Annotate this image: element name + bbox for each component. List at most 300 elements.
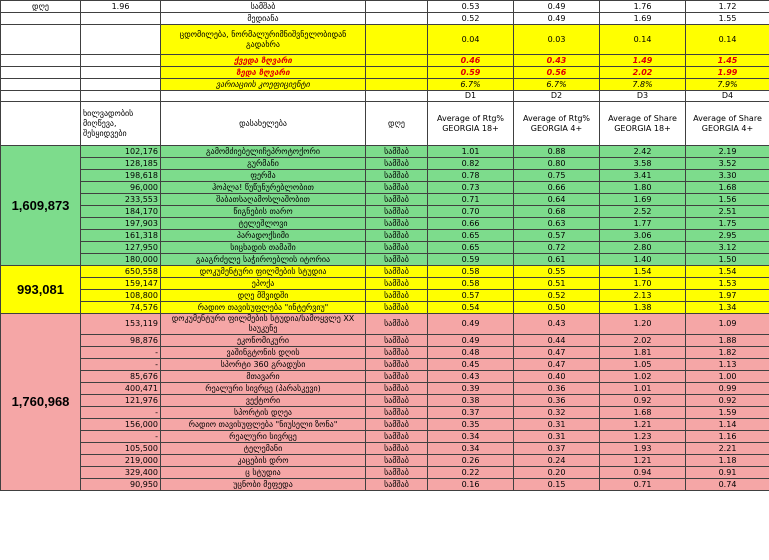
value-d2[interactable]: 0.47: [514, 359, 600, 371]
program-row: [1, 383, 769, 395]
value-d4[interactable]: 1.54: [686, 266, 769, 278]
value-d1[interactable]: 0.49: [428, 335, 514, 347]
value-d1[interactable]: 0.70: [428, 206, 514, 218]
value-d1[interactable]: 0.66: [428, 218, 514, 230]
value-d2[interactable]: 0.15: [514, 479, 600, 491]
program-name[interactable]: დღე მშვიდში: [161, 290, 366, 302]
day-cell[interactable]: სამშაბ: [366, 431, 428, 443]
value-d3[interactable]: 1.05: [600, 359, 686, 371]
value-d3[interactable]: 2.52: [600, 206, 686, 218]
value-d4[interactable]: 1.16: [686, 431, 769, 443]
value-d2[interactable]: 0.63: [514, 218, 600, 230]
value-d2[interactable]: 0.36: [514, 383, 600, 395]
reach-cell[interactable]: 85,676: [81, 371, 161, 383]
cell-d[interactable]: [366, 55, 428, 67]
stats-row: [1, 79, 769, 91]
cell-a[interactable]: [1, 13, 81, 25]
reach-cell[interactable]: 128,185: [81, 158, 161, 170]
value-d1[interactable]: 0.49: [428, 314, 514, 335]
value-d3[interactable]: 3.58: [600, 158, 686, 170]
value-d4[interactable]: 1.88: [686, 335, 769, 347]
day-cell[interactable]: სამშაბ: [366, 395, 428, 407]
value-d4[interactable]: 0.92: [686, 395, 769, 407]
value-d3[interactable]: 1.81: [600, 347, 686, 359]
value-d2[interactable]: 0.80: [514, 158, 600, 170]
reach-cell[interactable]: -: [81, 347, 161, 359]
program-row: [1, 194, 769, 206]
value-d3[interactable]: 0.71: [600, 479, 686, 491]
program-name[interactable]: ეკონომიკური: [161, 335, 366, 347]
reach-cell[interactable]: 161,318: [81, 230, 161, 242]
stat-value-d3[interactable]: 1.69: [600, 13, 686, 25]
stats-row: [1, 1, 769, 13]
day-cell[interactable]: სამშაბ: [366, 335, 428, 347]
value-d1[interactable]: 0.58: [428, 266, 514, 278]
program-name[interactable]: დოკუმენტური ფილმების სტუდია: [161, 266, 366, 278]
value-d2[interactable]: 0.31: [514, 419, 600, 431]
program-name[interactable]: სპორტის დღეა: [161, 407, 366, 419]
stat-value-d2[interactable]: 0.03: [514, 25, 600, 55]
program-row: [1, 407, 769, 419]
reach-cell[interactable]: 233,553: [81, 194, 161, 206]
program-row: [1, 455, 769, 467]
header-d3[interactable]: Average of Share GEORGIA 18+: [600, 102, 686, 146]
cell-a[interactable]: [1, 91, 81, 102]
stat-value-d4[interactable]: 1.55: [686, 13, 769, 25]
program-row: [1, 230, 769, 242]
value-d1[interactable]: 0.34: [428, 443, 514, 455]
value-d1[interactable]: 0.45: [428, 359, 514, 371]
value-d4[interactable]: 2.95: [686, 230, 769, 242]
value-d2[interactable]: 0.72: [514, 242, 600, 254]
value-d1[interactable]: 0.65: [428, 242, 514, 254]
program-name[interactable]: ჰოპლა! წუწუნურებლობით: [161, 182, 366, 194]
program-row: [1, 371, 769, 383]
table-body: [1, 1, 769, 491]
value-d2[interactable]: 0.61: [514, 254, 600, 266]
header-reach[interactable]: ხილვადობის მიღწევა, შესყიდვები: [81, 102, 161, 146]
cell-b[interactable]: [81, 25, 161, 55]
program-name[interactable]: ტელეშლოვი: [161, 218, 366, 230]
stat-value-d1[interactable]: 0.04: [428, 25, 514, 55]
value-d3[interactable]: 1.02: [600, 371, 686, 383]
reach-cell[interactable]: 96,000: [81, 182, 161, 194]
program-row: [1, 395, 769, 407]
day-cell[interactable]: სამშაბ: [366, 347, 428, 359]
value-d1[interactable]: 1.01: [428, 146, 514, 158]
day-cell[interactable]: სამშაბ: [366, 419, 428, 431]
cell-b[interactable]: [81, 67, 161, 79]
header-title[interactable]: დასახელება: [161, 102, 366, 146]
program-name[interactable]: ფერმა: [161, 170, 366, 182]
program-row: [1, 278, 769, 290]
program-name[interactable]: რადიო თავისუფლება "ნიუსელი ზონა": [161, 419, 366, 431]
value-d4[interactable]: 1.50: [686, 254, 769, 266]
stat-label[interactable]: ზედა ზღვარი: [161, 67, 366, 79]
value-d4[interactable]: 2.19: [686, 146, 769, 158]
program-name[interactable]: რადიო თავისუფლება "ინტერვიუ": [161, 302, 366, 314]
program-name[interactable]: წიგნების თარო: [161, 206, 366, 218]
program-row: [1, 302, 769, 314]
reach-cell[interactable]: 650,558: [81, 266, 161, 278]
program-name[interactable]: გურმანი: [161, 158, 366, 170]
program-name[interactable]: პარადოქსიმი: [161, 230, 366, 242]
value-d4[interactable]: 3.52: [686, 158, 769, 170]
value-d2[interactable]: 0.44: [514, 335, 600, 347]
stat-value-d1[interactable]: 0.53: [428, 1, 514, 13]
group-total[interactable]: 1,760,968: [1, 314, 81, 491]
day-cell[interactable]: სამშაბ: [366, 290, 428, 302]
program-row: [1, 431, 769, 443]
day-cell[interactable]: სამშაბ: [366, 467, 428, 479]
value-d3[interactable]: 2.42: [600, 146, 686, 158]
value-d1[interactable]: 0.39: [428, 383, 514, 395]
header-d2[interactable]: Average of Rtg% GEORGIA 4+: [514, 102, 600, 146]
value-d3[interactable]: 1.77: [600, 218, 686, 230]
stat-value-d2[interactable]: 6.7%: [514, 79, 600, 91]
value-d1[interactable]: 0.35: [428, 419, 514, 431]
program-name[interactable]: ვექტორი: [161, 395, 366, 407]
value-d1[interactable]: 0.54: [428, 302, 514, 314]
program-name[interactable]: სპორტი 360 გრადუსი: [161, 359, 366, 371]
stats-row: [1, 67, 769, 79]
value-d2[interactable]: 0.66: [514, 182, 600, 194]
day-cell[interactable]: სამშაბ: [366, 146, 428, 158]
day-cell[interactable]: სამშაბ: [366, 206, 428, 218]
reach-cell[interactable]: 219,000: [81, 455, 161, 467]
reach-cell[interactable]: 180,000: [81, 254, 161, 266]
cell-b[interactable]: [81, 55, 161, 67]
program-name[interactable]: რეალური სივრცე (პარასკევი): [161, 383, 366, 395]
header-a[interactable]: [1, 102, 81, 146]
reach-cell[interactable]: 121,976: [81, 395, 161, 407]
reach-cell[interactable]: 156,000: [81, 419, 161, 431]
value-d2[interactable]: 0.37: [514, 443, 600, 455]
day-cell[interactable]: სამშაბ: [366, 443, 428, 455]
reach-cell[interactable]: 198,618: [81, 170, 161, 182]
value-d4[interactable]: 1.09: [686, 314, 769, 335]
day-cell[interactable]: სამშაბ: [366, 170, 428, 182]
cell-d[interactable]: [366, 1, 428, 13]
column-code[interactable]: D2: [514, 91, 600, 102]
value-d1[interactable]: 0.58: [428, 278, 514, 290]
program-name[interactable]: შაბათსაღამოსლაშობით: [161, 194, 366, 206]
value-d2[interactable]: 0.40: [514, 371, 600, 383]
day-cell[interactable]: სამშაბ: [366, 158, 428, 170]
value-d1[interactable]: 0.82: [428, 158, 514, 170]
value-d3[interactable]: 3.06: [600, 230, 686, 242]
value-d3[interactable]: 1.21: [600, 455, 686, 467]
cell-c[interactable]: [161, 91, 366, 102]
program-row: [1, 443, 769, 455]
stat-value-d2[interactable]: 0.49: [514, 1, 600, 13]
reach-cell[interactable]: 90,950: [81, 479, 161, 491]
value-d2[interactable]: 0.43: [514, 314, 600, 335]
program-name[interactable]: გამომძიებელიჩეპროტოქორი: [161, 146, 366, 158]
value-d4[interactable]: 1.59: [686, 407, 769, 419]
program-row: [1, 347, 769, 359]
program-row: [1, 467, 769, 479]
day-cell[interactable]: სამშაბ: [366, 359, 428, 371]
value-d2[interactable]: 0.75: [514, 170, 600, 182]
value-d4[interactable]: 1.97: [686, 290, 769, 302]
value-d4[interactable]: 1.53: [686, 278, 769, 290]
cell-a[interactable]: [1, 79, 81, 91]
stat-value-d4[interactable]: 7.9%: [686, 79, 769, 91]
value-d3[interactable]: 1.93: [600, 443, 686, 455]
value-d3[interactable]: 1.70: [600, 278, 686, 290]
program-row: [1, 242, 769, 254]
value-d1[interactable]: 0.71: [428, 194, 514, 206]
stat-value-d2[interactable]: 0.56: [514, 67, 600, 79]
cell-b[interactable]: [81, 79, 161, 91]
header-d4[interactable]: Average of Share GEORGIA 4+: [686, 102, 769, 146]
value-d2[interactable]: 0.36: [514, 395, 600, 407]
value-d4[interactable]: 1.13: [686, 359, 769, 371]
day-cell[interactable]: სამშაბ: [366, 479, 428, 491]
value-d1[interactable]: 0.16: [428, 479, 514, 491]
column-code[interactable]: D1: [428, 91, 514, 102]
program-name[interactable]: ტელემანი: [161, 443, 366, 455]
value-d3[interactable]: 1.21: [600, 419, 686, 431]
value-d4[interactable]: 3.30: [686, 170, 769, 182]
cell-d[interactable]: [366, 25, 428, 55]
value-d3[interactable]: 1.80: [600, 182, 686, 194]
group-total[interactable]: 1,609,873: [1, 146, 81, 266]
day-cell[interactable]: სამშაბ: [366, 302, 428, 314]
value-d1[interactable]: 0.34: [428, 431, 514, 443]
value-d2[interactable]: 0.64: [514, 194, 600, 206]
value-d1[interactable]: 0.37: [428, 407, 514, 419]
cell-b[interactable]: [81, 91, 161, 102]
value-d3[interactable]: 0.92: [600, 395, 686, 407]
value-d4[interactable]: 1.14: [686, 419, 769, 431]
stat-value-d3[interactable]: 2.02: [600, 67, 686, 79]
value-d4[interactable]: 1.56: [686, 194, 769, 206]
day-cell[interactable]: სამშაბ: [366, 218, 428, 230]
day-cell[interactable]: სამშაბ: [366, 242, 428, 254]
stat-value-d4[interactable]: 1.99: [686, 67, 769, 79]
reach-cell[interactable]: 98,876: [81, 335, 161, 347]
day-cell[interactable]: სამშაბ: [366, 407, 428, 419]
header-row: [1, 102, 769, 146]
cell-b[interactable]: [81, 13, 161, 25]
value-d2[interactable]: 0.51: [514, 278, 600, 290]
program-name[interactable]: ც სტუდია: [161, 467, 366, 479]
value-d4[interactable]: 1.34: [686, 302, 769, 314]
program-row: [1, 254, 769, 266]
day-cell[interactable]: სამშაბ: [366, 254, 428, 266]
program-name[interactable]: ეპოქა: [161, 278, 366, 290]
codes-row: [1, 91, 769, 102]
day-cell[interactable]: სამშაბ: [366, 383, 428, 395]
program-row: [1, 182, 769, 194]
program-row: [1, 158, 769, 170]
cell-a[interactable]: [1, 25, 81, 55]
program-name[interactable]: დოკუმენტური ფილმების სტუდია/სამოყვლე XX საუკუნე: [161, 314, 366, 335]
value-d3[interactable]: 2.02: [600, 335, 686, 347]
stat-value-d4[interactable]: 1.45: [686, 55, 769, 67]
program-name[interactable]: კაცების დრო: [161, 455, 366, 467]
value-d3[interactable]: 1.23: [600, 431, 686, 443]
cell-a[interactable]: დღე: [1, 1, 81, 13]
program-row: [1, 479, 769, 491]
program-row: [1, 359, 769, 371]
value-d1[interactable]: 0.57: [428, 290, 514, 302]
value-d4[interactable]: 2.21: [686, 443, 769, 455]
value-d3[interactable]: 1.68: [600, 407, 686, 419]
stat-value-d1[interactable]: 0.59: [428, 67, 514, 79]
value-d4[interactable]: 0.91: [686, 467, 769, 479]
value-d3[interactable]: 1.54: [600, 266, 686, 278]
reach-cell[interactable]: 102,176: [81, 146, 161, 158]
value-d4[interactable]: 0.74: [686, 479, 769, 491]
reach-cell[interactable]: -: [81, 407, 161, 419]
value-d2[interactable]: 0.55: [514, 266, 600, 278]
value-d1[interactable]: 0.59: [428, 254, 514, 266]
program-row: [1, 218, 769, 230]
value-d3[interactable]: 1.20: [600, 314, 686, 335]
value-d2[interactable]: 0.52: [514, 290, 600, 302]
header-day[interactable]: დღე: [366, 102, 428, 146]
value-d4[interactable]: 3.12: [686, 242, 769, 254]
stat-label[interactable]: ცდომილება, ნორმალურიმნიშვნელობიდან გადახრა: [161, 25, 366, 55]
value-d2[interactable]: 0.20: [514, 467, 600, 479]
column-code[interactable]: D4: [686, 91, 769, 102]
stat-value-d1[interactable]: 0.52: [428, 13, 514, 25]
stat-value-d3[interactable]: 0.14: [600, 25, 686, 55]
value-d1[interactable]: 0.43: [428, 371, 514, 383]
value-d3[interactable]: 1.01: [600, 383, 686, 395]
group-total[interactable]: 993,081: [1, 266, 81, 314]
stat-value-d3[interactable]: 1.76: [600, 1, 686, 13]
cell-b[interactable]: 1.96: [81, 1, 161, 13]
cell-d[interactable]: [366, 67, 428, 79]
value-d1[interactable]: 0.65: [428, 230, 514, 242]
stats-row: [1, 13, 769, 25]
value-d2[interactable]: 0.32: [514, 407, 600, 419]
program-name[interactable]: უცნობი მეფედა: [161, 479, 366, 491]
reach-cell[interactable]: 159,147: [81, 278, 161, 290]
value-d3[interactable]: 0.94: [600, 467, 686, 479]
program-row: [1, 266, 769, 278]
day-cell[interactable]: სამშაბ: [366, 182, 428, 194]
column-code[interactable]: D3: [600, 91, 686, 102]
value-d1[interactable]: 0.22: [428, 467, 514, 479]
reach-cell[interactable]: -: [81, 359, 161, 371]
reach-cell[interactable]: 108,800: [81, 290, 161, 302]
reach-cell[interactable]: 197,903: [81, 218, 161, 230]
value-d2[interactable]: 0.57: [514, 230, 600, 242]
cell-d[interactable]: [366, 91, 428, 102]
stats-row: [1, 25, 769, 55]
cell-d[interactable]: [366, 13, 428, 25]
program-name[interactable]: ვაშინგტონის დღის: [161, 347, 366, 359]
value-d1[interactable]: 0.38: [428, 395, 514, 407]
stat-value-d2[interactable]: 0.49: [514, 13, 600, 25]
value-d1[interactable]: 0.73: [428, 182, 514, 194]
stat-value-d4[interactable]: 0.14: [686, 25, 769, 55]
program-name[interactable]: რეალური სივრცე: [161, 431, 366, 443]
value-d4[interactable]: 2.51: [686, 206, 769, 218]
value-d3[interactable]: 1.69: [600, 194, 686, 206]
value-d4[interactable]: 1.18: [686, 455, 769, 467]
stat-label[interactable]: ქვედა ზღვარი: [161, 55, 366, 67]
program-name[interactable]: გააგრძელე საჭიროებლის იტორია: [161, 254, 366, 266]
program-row: [1, 170, 769, 182]
reach-cell[interactable]: 105,500: [81, 443, 161, 455]
reach-cell[interactable]: 153,119: [81, 314, 161, 335]
stat-value-d4[interactable]: 1.72: [686, 1, 769, 13]
day-cell[interactable]: სამშაბ: [366, 266, 428, 278]
day-cell[interactable]: სამშაბ: [366, 278, 428, 290]
reach-cell[interactable]: -: [81, 431, 161, 443]
value-d1[interactable]: 0.26: [428, 455, 514, 467]
program-row: [1, 335, 769, 347]
header-d1[interactable]: Average of Rtg% GEORGIA 18+: [428, 102, 514, 146]
value-d3[interactable]: 2.13: [600, 290, 686, 302]
value-d2[interactable]: 0.50: [514, 302, 600, 314]
stat-label[interactable]: სამშაბ: [161, 1, 366, 13]
stat-value-d3[interactable]: 7.8%: [600, 79, 686, 91]
program-name[interactable]: მთავარი: [161, 371, 366, 383]
value-d2[interactable]: 0.31: [514, 431, 600, 443]
reach-cell[interactable]: 400,471: [81, 383, 161, 395]
reach-cell[interactable]: 127,950: [81, 242, 161, 254]
value-d3[interactable]: 3.41: [600, 170, 686, 182]
reach-cell[interactable]: 74,576: [81, 302, 161, 314]
value-d4[interactable]: 1.75: [686, 218, 769, 230]
value-d4[interactable]: 1.82: [686, 347, 769, 359]
program-row: [1, 146, 769, 158]
stat-value-d1[interactable]: 6.7%: [428, 79, 514, 91]
stat-value-d3[interactable]: 1.49: [600, 55, 686, 67]
program-name[interactable]: სიცხადის თამაში: [161, 242, 366, 254]
value-d2[interactable]: 0.24: [514, 455, 600, 467]
day-cell[interactable]: სამშაბ: [366, 194, 428, 206]
day-cell[interactable]: სამშაბ: [366, 314, 428, 335]
value-d4[interactable]: 1.00: [686, 371, 769, 383]
stat-label[interactable]: ვარიაციის კოეფიციენტი: [161, 79, 366, 91]
value-d4[interactable]: 1.68: [686, 182, 769, 194]
cell-d[interactable]: [366, 79, 428, 91]
stat-value-d1[interactable]: 0.46: [428, 55, 514, 67]
value-d2[interactable]: 0.68: [514, 206, 600, 218]
program-row: [1, 419, 769, 431]
value-d2[interactable]: 0.88: [514, 146, 600, 158]
cell-a[interactable]: [1, 67, 81, 79]
program-row: [1, 206, 769, 218]
value-d1[interactable]: 0.48: [428, 347, 514, 359]
value-d3[interactable]: 1.40: [600, 254, 686, 266]
value-d3[interactable]: 2.80: [600, 242, 686, 254]
value-d1[interactable]: 0.78: [428, 170, 514, 182]
reach-cell[interactable]: 184,170: [81, 206, 161, 218]
day-cell[interactable]: სამშაბ: [366, 455, 428, 467]
reach-cell[interactable]: 329,400: [81, 467, 161, 479]
stat-label[interactable]: მედიანა: [161, 13, 366, 25]
value-d2[interactable]: 0.47: [514, 347, 600, 359]
cell-a[interactable]: [1, 55, 81, 67]
day-cell[interactable]: სამშაბ: [366, 230, 428, 242]
day-cell[interactable]: სამშაბ: [366, 371, 428, 383]
stats-row: [1, 55, 769, 67]
program-row: [1, 290, 769, 302]
program-row: [1, 314, 769, 335]
stat-value-d2[interactable]: 0.43: [514, 55, 600, 67]
value-d3[interactable]: 1.38: [600, 302, 686, 314]
value-d4[interactable]: 0.99: [686, 383, 769, 395]
